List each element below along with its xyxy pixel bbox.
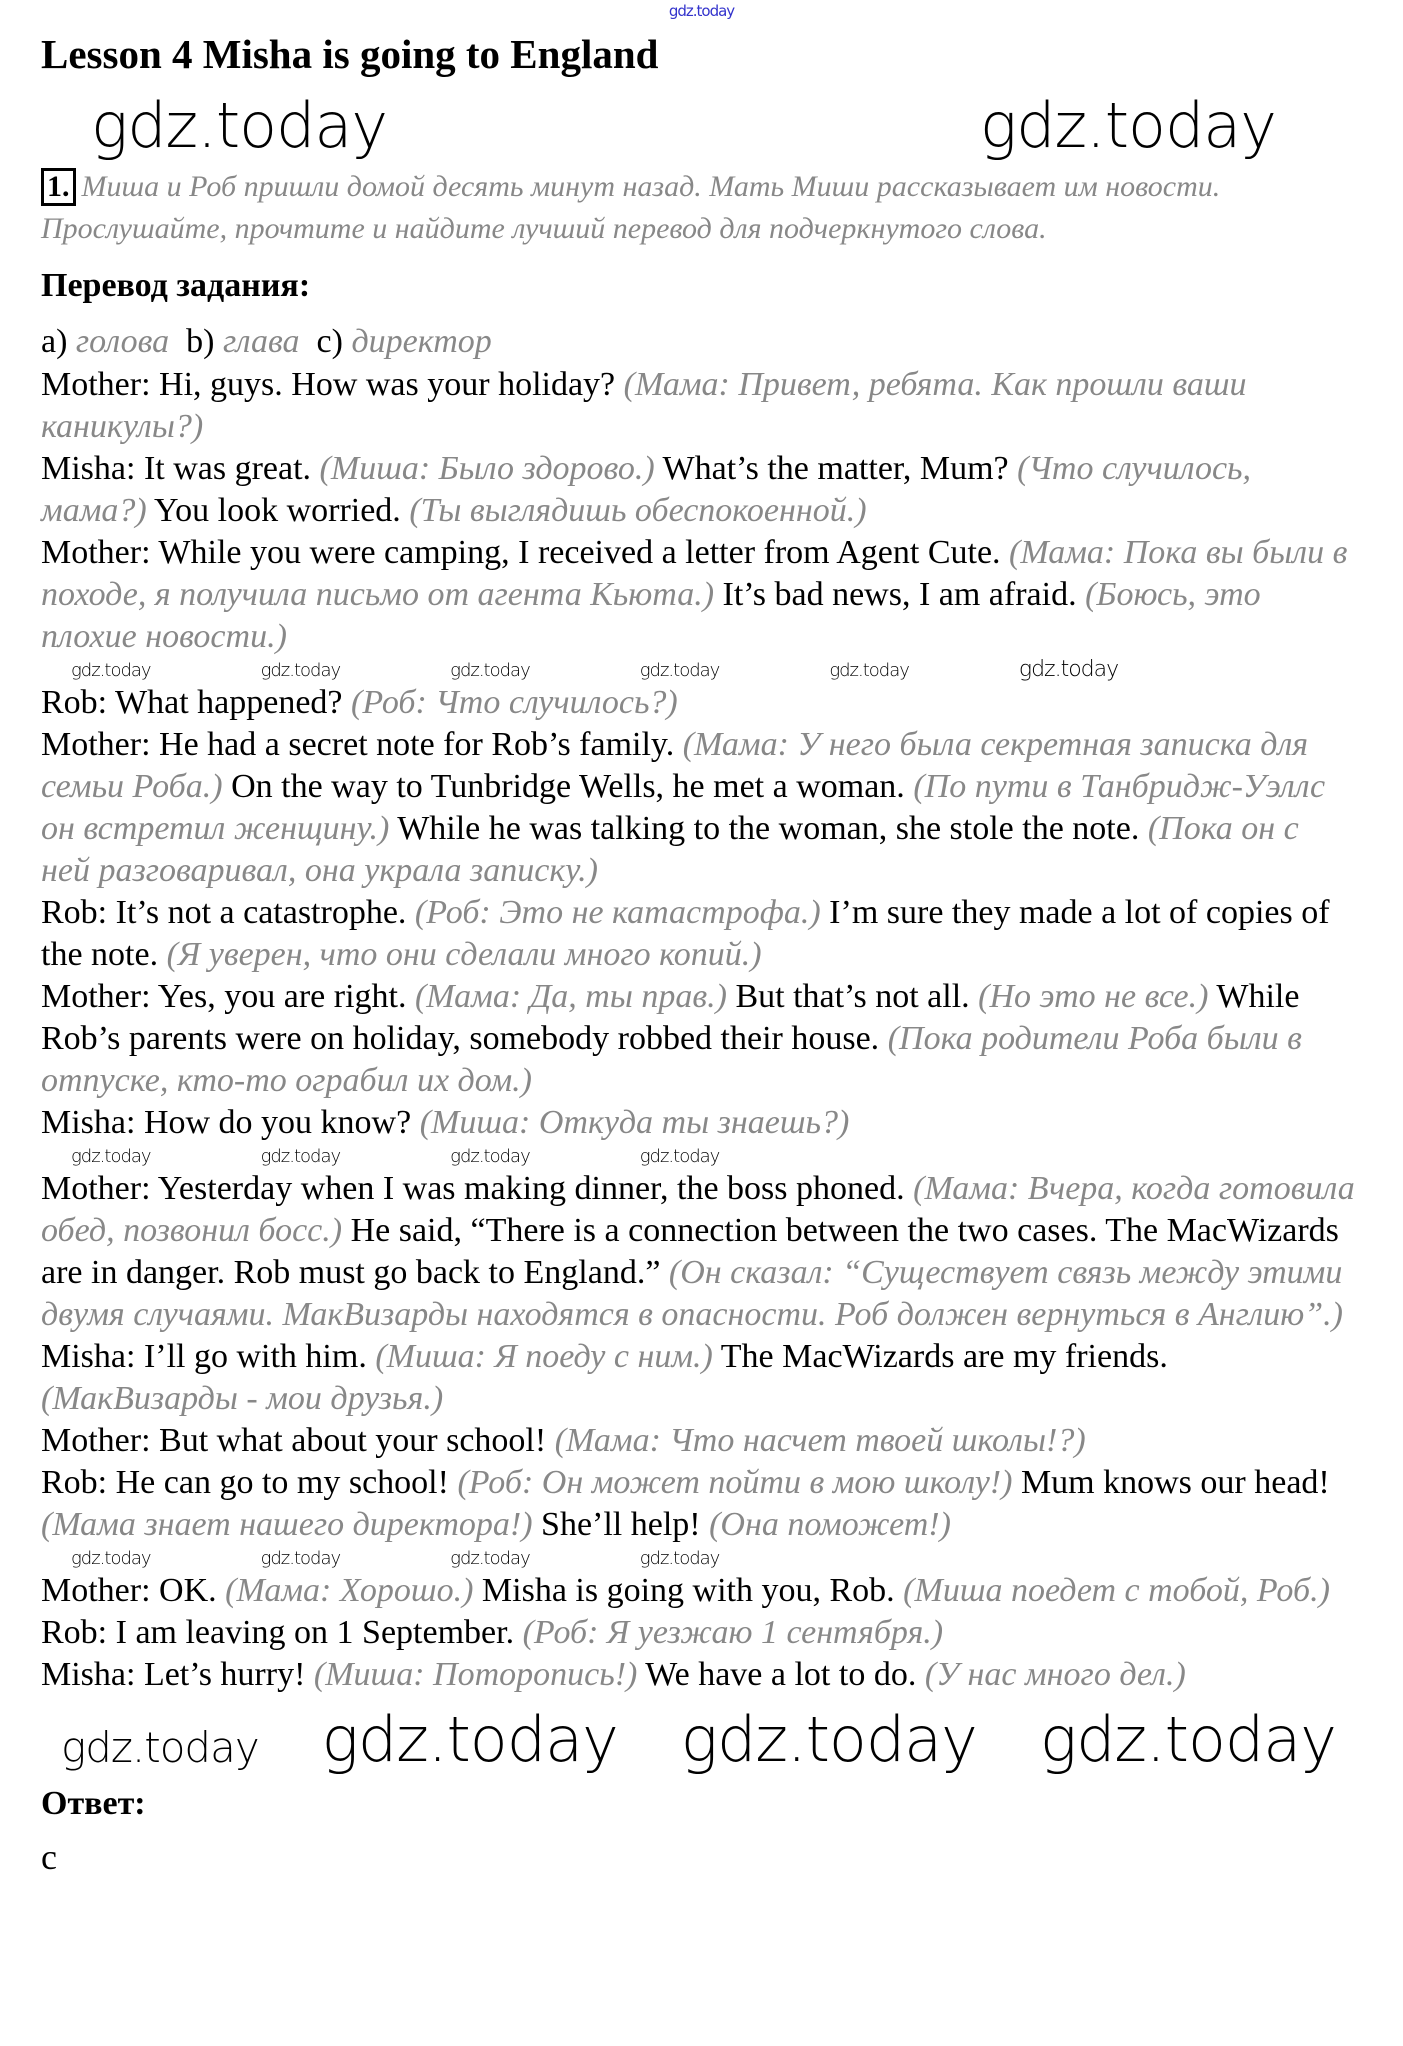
english-text: Misha: Let’s hurry! [41, 1656, 306, 1693]
english-text: What’s the matter, Mum? [662, 450, 1009, 487]
top-watermark: gdz.today [668, 2, 735, 20]
watermark: gdz.today [979, 89, 1276, 162]
dialog-text [41, 364, 1356, 1696]
dialog-line [41, 976, 1356, 1102]
watermark: gdz.today [71, 1146, 151, 1167]
watermark: gdz.today [1018, 657, 1119, 682]
watermark: gdz.today [260, 1146, 341, 1167]
english-text: She’ll help! [541, 1506, 701, 1543]
option-b-text: глава [222, 323, 300, 360]
watermark: gdz.today [450, 1146, 530, 1167]
russian-translation: (Миша: Я поеду с ним.) [375, 1338, 713, 1375]
watermark: gdz.today [260, 660, 341, 681]
watermark: gdz.today [680, 1703, 977, 1776]
russian-translation: (Роб: Я уезжаю 1 сентября.) [522, 1614, 944, 1651]
watermark-row [41, 1144, 1356, 1168]
task-instruction [41, 166, 1356, 250]
russian-translation: (Мама: Да, ты прав.) [414, 978, 727, 1015]
russian-translation: (Но это не все.) [978, 978, 1209, 1015]
russian-translation: (Пока он с ней разговаривал, она украла записку.) [41, 810, 1299, 889]
dialog-line [41, 364, 1356, 448]
lesson-title: Lesson 4 Misha is going to England [41, 31, 659, 77]
english-text: He said, “There is a connection between the two cases. The MacWizards are in danger. Rob must go back to England.” [41, 1212, 1339, 1291]
english-text: Misha: It was great. [41, 450, 312, 487]
option-c-text: директор [351, 323, 492, 360]
option-c-letter: c) [316, 323, 343, 360]
english-text: Rob: I am leaving on 1 September. [41, 1614, 515, 1651]
answer-value: c [41, 1837, 57, 1877]
english-text: Mother: Yes, you are right. [41, 978, 407, 1015]
russian-translation: (Роб: Что случилось?) [351, 684, 678, 721]
russian-translation: (Мама: Привет, ребята. Как прошли ваши каникулы?) [41, 366, 1247, 445]
translation-heading: Перевод задания: [41, 267, 311, 304]
dialog-line [41, 1462, 1356, 1546]
dialog-line [41, 1102, 1356, 1144]
english-text: But that’s not all. [735, 978, 970, 1015]
english-text: The MacWizards are my friends. [720, 1338, 1168, 1375]
english-text: Misha is going with you, Rob. [481, 1572, 895, 1609]
dialog-line [41, 1612, 1356, 1654]
dialog-line [41, 1168, 1356, 1336]
task-text: Миша и Роб пришли домой десять минут назад. Мать Миши рассказывает им новости. Прослушайте, прочтите и найдите лучший перевод для подчеркнутого слова. [41, 170, 1221, 245]
watermark: gdz.today [450, 660, 530, 681]
english-text: We have a lot to do. [645, 1656, 917, 1693]
dialog-line [41, 724, 1356, 892]
russian-translation: (Мама: Хорошо.) [225, 1572, 474, 1609]
option-b-letter: b) [186, 323, 215, 360]
russian-translation: (Он сказал: “Существует связь между этими двумя случаями. МакВизарды находятся в опасности. Роб должен вернуться в Англию”.) [41, 1254, 1343, 1333]
dialog-line [41, 1654, 1356, 1696]
option-a-text: голова [75, 323, 170, 360]
answer-options [41, 320, 1356, 364]
watermark: gdz.today [91, 89, 388, 162]
english-text: I’m sure they made a lot of copies of the note. [41, 894, 1330, 973]
russian-translation: (МакВизарды - мои друзья.) [41, 1380, 444, 1417]
english-text: Mother: But what about your school! [41, 1422, 547, 1459]
dialog-line [41, 1420, 1356, 1462]
russian-translation: (Мама знает нашего директора!) [41, 1506, 533, 1543]
option-a-letter: a) [41, 323, 68, 360]
english-text: It’s bad news, I am afraid. [722, 576, 1077, 613]
watermark: gdz.today [71, 1548, 151, 1569]
english-text: Rob: What happened? [41, 684, 343, 721]
dialog-line [41, 682, 1356, 724]
watermark-row [41, 1696, 1356, 1778]
english-text: Rob: He can go to my school! [41, 1464, 449, 1501]
watermark: gdz.today [829, 660, 909, 681]
russian-translation: (Миша: Поторопись!) [313, 1656, 638, 1693]
russian-translation: (Роб: Это не катастрофа.) [414, 894, 821, 931]
watermark: gdz.today [71, 660, 151, 681]
english-text: On the way to Tunbridge Wells, he met a woman. [231, 768, 905, 805]
watermark: gdz.today [1039, 1703, 1336, 1776]
dialog-line [41, 532, 1356, 658]
russian-translation: (У нас много дел.) [924, 1656, 1186, 1693]
russian-translation: (Миша поедет с тобой, Роб.) [903, 1572, 1330, 1609]
russian-translation: (Мама: Пока вы были в походе, я получила письмо от агента Кьюта.) [41, 534, 1348, 613]
watermark: gdz.today [450, 1548, 530, 1569]
english-text: Misha: How do you know? [41, 1104, 412, 1141]
watermark: gdz.today [260, 1548, 341, 1569]
russian-translation: (Ты выглядишь обеспокоенной.) [409, 492, 867, 529]
russian-translation: (Она поможет!) [709, 1506, 951, 1543]
answer-heading: Ответ: [41, 1785, 146, 1822]
dialog-line [41, 892, 1356, 976]
russian-translation: (Миша: Откуда ты знаешь?) [419, 1104, 850, 1141]
english-text: While he was talking to the woman, she stole the note. [397, 810, 1140, 847]
russian-translation: (Пока родители Роба были в отпуске, кто-то ограбил их дом.) [41, 1020, 1302, 1099]
english-text: Mother: OK. [41, 1572, 217, 1609]
watermark: gdz.today [639, 660, 720, 681]
dialog-line [41, 448, 1356, 532]
english-text: Mum knows our head! [1020, 1464, 1330, 1501]
dialog-line [41, 1336, 1356, 1420]
english-text: Mother: Yesterday when I was making dinner, the boss phoned. [41, 1170, 905, 1207]
watermark: gdz.today [61, 1723, 259, 1772]
document-page [0, 26, 1403, 1892]
watermark: gdz.today [639, 1146, 720, 1167]
russian-translation: (Я уверен, что они сделали много копий.) [166, 936, 762, 973]
russian-translation: (По пути в Танбридж-Уэллс он встретил женщину.) [41, 768, 1326, 847]
watermark-row [41, 1546, 1356, 1570]
english-text: You look worried. [153, 492, 401, 529]
task-number: 1. [41, 168, 76, 206]
watermark: gdz.today [321, 1703, 618, 1776]
watermark-row [41, 658, 1356, 682]
russian-translation: (Миша: Было здорово.) [319, 450, 655, 487]
english-text: Misha: I’ll go with him. [41, 1338, 367, 1375]
watermark-row [41, 78, 1356, 164]
english-text: Rob: It’s not a catastrophe. [41, 894, 407, 931]
russian-translation: (Мама: У него была секретная записка для семьи Роба.) [41, 726, 1309, 805]
russian-translation: (Боюсь, это плохие новости.) [41, 576, 1261, 655]
russian-translation: (Мама: Вчера, когда готовила обед, позвонил босс.) [41, 1170, 1355, 1249]
watermark: gdz.today [639, 1548, 720, 1569]
russian-translation: (Что случилось, мама?) [41, 450, 1252, 529]
russian-translation: (Мама: Что насчет твоей школы!?) [554, 1422, 1086, 1459]
english-text: Mother: Hi, guys. How was your holiday? [41, 366, 616, 403]
russian-translation: (Роб: Он может пойти в мою школу!) [457, 1464, 1013, 1501]
english-text: Mother: He had a secret note for Rob’s family. [41, 726, 675, 763]
english-text: Mother: While you were camping, I received a letter from Agent Cute. [41, 534, 1001, 571]
english-text: While Rob’s parents were on holiday, somebody robbed their house. [41, 978, 1300, 1057]
dialog-line [41, 1570, 1356, 1612]
